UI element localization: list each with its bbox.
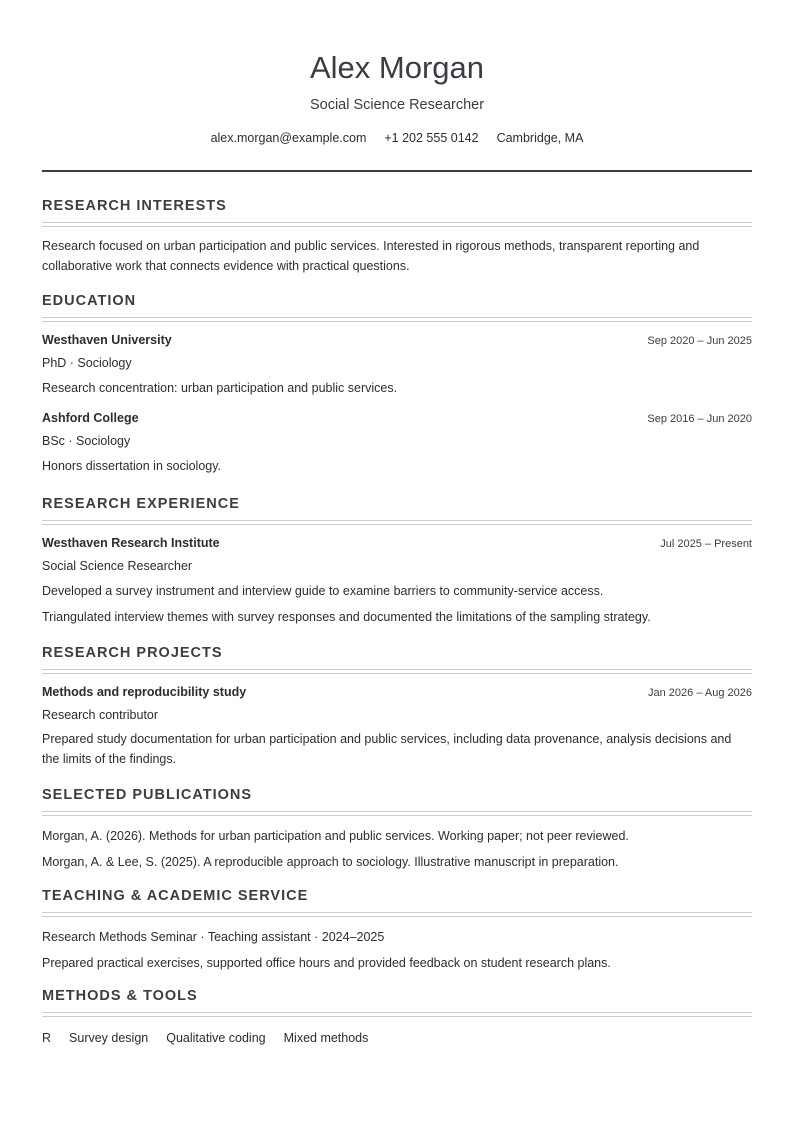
education-note: Honors dissertation in sociology. [42,459,222,473]
entry-dates: Sep 2016 – Jun 2020 [647,413,752,425]
tool-item: Qualitative coding [166,1031,266,1045]
contact-line [42,130,752,146]
entry-dates: Jul 2025 – Present [660,538,752,550]
contact-phone: +1 202 555 0142 [384,131,479,145]
candidate-name: Alex Morgan [309,50,485,85]
school-name: Westhaven University [42,333,172,347]
interests-text: Research focused on urban participation and public services. Interested in rigorous methods, transparent reporting and collaborative work that connects evidence with practical questions. [42,239,700,273]
section-divider [42,317,752,322]
section-divider [42,520,752,525]
section-divider [42,222,752,227]
teaching-line: Research Methods Seminar · Teaching assistant · 2024–2025 [42,930,385,944]
degree: BSc · Sociology [42,434,131,448]
organization-name: Westhaven Research Institute [42,536,220,550]
section-divider [42,912,752,917]
section-divider [42,669,752,674]
project-entry [42,683,752,769]
experience-bullet: Developed a survey instrument and interview guide to examine barriers to community-service access. [42,584,604,598]
entry-dates: Sep 2020 – Jun 2025 [647,335,752,347]
publication-item: Morgan, A. (2026). Methods for urban participation and public services. Working paper; not peer reviewed. [42,829,629,843]
position-title: Social Science Researcher [42,559,193,573]
project-name: Methods and reproducibility study [42,685,247,699]
teaching-description: Prepared practical exercises, supported office hours and provided feedback on student research plans. [42,956,611,970]
section-research-projects [42,644,752,769]
contact-location: Cambridge, MA [496,131,584,145]
education-note: Research concentration: urban participation and public services. [42,381,398,395]
section-title: RESEARCH EXPERIENCE [42,496,240,512]
section-title: EDUCATION [42,293,137,309]
header-divider [42,170,752,172]
education-entry [42,409,752,476]
section-education [42,292,752,476]
experience-entry [42,534,752,627]
education-entry [42,331,752,398]
section-research-interests [42,197,752,276]
section-title: RESEARCH PROJECTS [42,645,223,661]
school-name: Ashford College [42,411,139,425]
project-role: Research contributor [42,708,159,722]
candidate-role: Social Science Researcher [309,97,485,113]
tool-item: R [42,1031,52,1045]
experience-bullet: Triangulated interview themes with survey responses and documented the limitations of the sampling strategy. [42,610,651,624]
section-title: RESEARCH INTERESTS [42,198,227,214]
degree: PhD · Sociology [42,356,132,370]
section-research-experience [42,495,752,627]
section-divider [42,811,752,816]
entry-dates: Jan 2026 – Aug 2026 [648,687,752,699]
tool-item: Mixed methods [283,1031,369,1045]
section-title: METHODS & TOOLS [42,988,198,1004]
section-divider [42,1012,752,1017]
tool-item: Survey design [69,1031,149,1045]
section-teaching [42,887,752,973]
contact-email: alex.morgan@example.com [210,131,367,145]
section-publications [42,786,752,872]
tools-list [42,1030,752,1046]
section-title: SELECTED PUBLICATIONS [42,787,253,803]
section-title: TEACHING & ACADEMIC SERVICE [42,888,309,904]
project-description: Prepared study documentation for urban participation and public services, including data provenance, analysis decisions and the limits of the findings. [42,732,732,766]
publication-item: Morgan, A. & Lee, S. (2025). A reproducible approach to sociology. Illustrative manuscript in preparation. [42,855,619,869]
section-methods-tools [42,987,752,1046]
